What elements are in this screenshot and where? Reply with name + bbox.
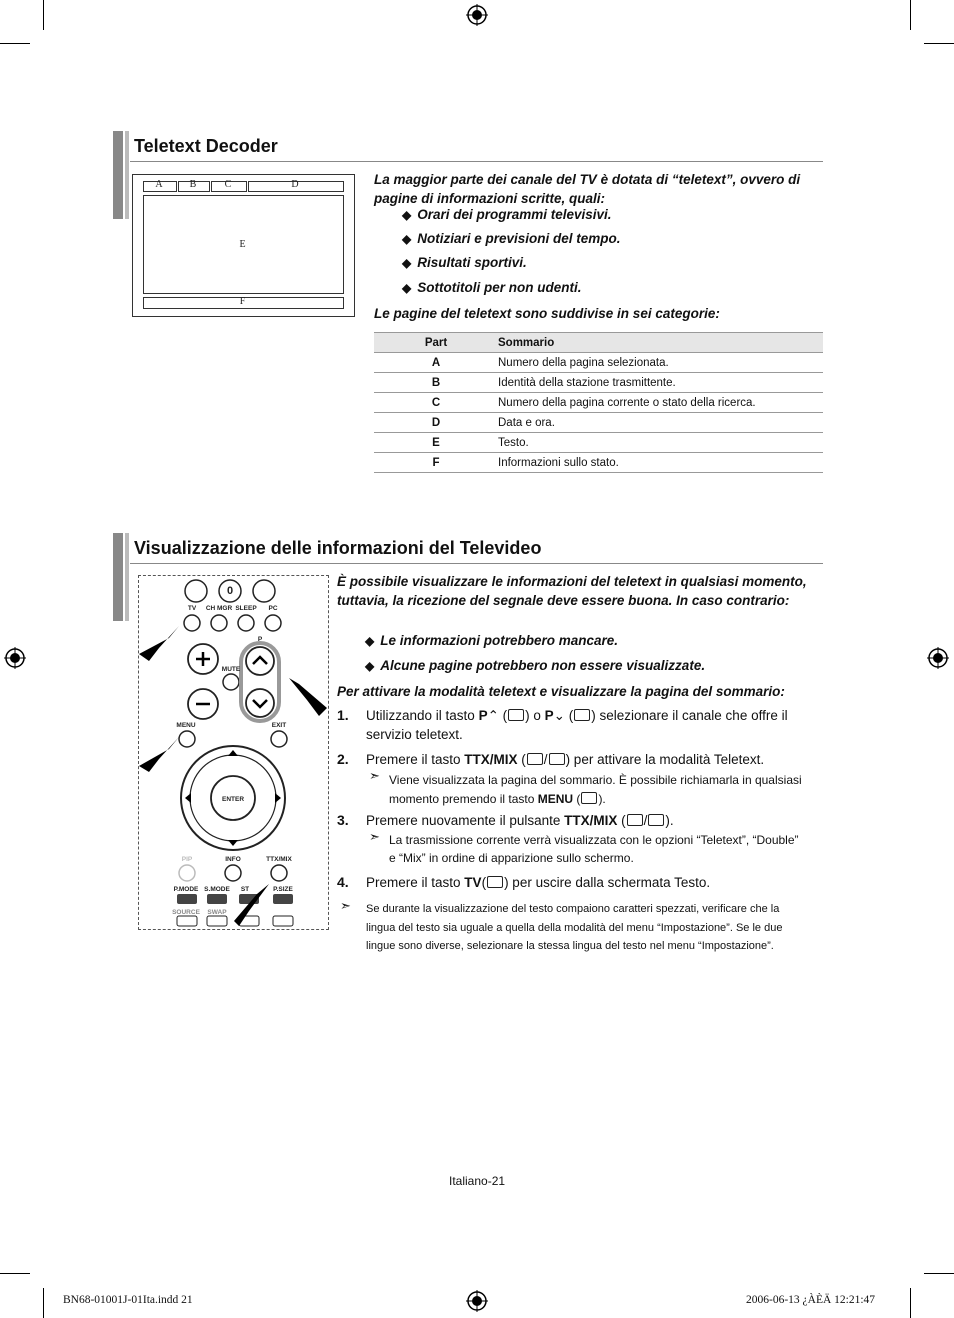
menu-icon [581,792,597,804]
diamond-bullet-icon: ◆ [365,634,375,648]
enter-key-label: ENTER [221,796,245,803]
section-title: Visualizzazione delle informazioni del Televideo [134,538,542,558]
pc-key-label: PC [268,605,278,612]
section-bar [113,131,123,219]
diamond-bullet-icon: ◆ [365,659,375,673]
section-bar [113,533,123,621]
table-header-row [374,333,823,353]
region-e-label: E [239,239,246,250]
intro-text: È possibile visualizzare le informazioni del teletext in qualsiasi momento, tuttavia, la ricezione del segnale deve essere buona. In caso contrario: [337,574,807,608]
crop-mark [0,1273,30,1274]
tv-key-label: TV [187,605,197,612]
table-cell: F [374,453,498,473]
remote-control-illustration [138,575,329,930]
teletext-screen-diagram [132,174,355,317]
note-arrow-icon: ➣ [369,829,380,844]
chmgr-key-label: CH MGR [205,605,233,612]
channel-down-icon: ⌄ [553,708,565,723]
table-cell: Testo. [498,433,823,453]
step-number: 4. [337,874,349,890]
menu-key-label: MENU [176,722,196,729]
crop-mark [910,1288,911,1318]
button-icon [508,709,524,721]
registration-mark-icon [466,1290,488,1312]
swap-key-label: SWAP [207,909,227,916]
activate-line: Per attivare la modalità teletext e visualizzare la pagina del sommario: [337,684,785,699]
registration-mark-icon [4,647,26,669]
crop-mark [43,0,44,30]
registration-mark-icon [927,647,949,669]
categories-line: Le pagine del teletext sono suddivise in sei categorie: [374,306,720,321]
zero-key-label: 0 [226,585,234,597]
mix-icon [648,814,664,826]
diamond-bullet-icon: ◆ [402,208,412,222]
region-b-label: B [189,179,197,190]
section-bar [125,131,129,219]
bullet-item: ◆ Notiziari e previsioni del tempo. [402,231,621,246]
bullet-item: ◆ Alcune pagine potrebbero non essere visualizzate. [365,658,706,673]
region-c-label: C [224,179,232,190]
table-row [374,373,823,393]
step-text-line2: servizio teletext. [366,727,463,742]
section-rule [130,563,823,564]
region-f-label: F [239,296,246,307]
crop-mark [43,1288,44,1318]
table-header: Part [374,333,498,353]
bullet-item: ◆ Risultati sportivi. [402,255,527,270]
bullet-item: ◆ Sottotitoli per non udenti. [402,280,582,295]
section-rule [130,161,823,162]
exit-key-label: EXIT [271,722,287,729]
table-row [374,413,823,433]
crop-mark [924,43,954,44]
table-cell: Identità della stazione trasmittente. [498,373,823,393]
table-row [374,433,823,453]
registration-mark-icon [466,4,488,26]
note-text: Viene visualizzata la pagina del sommario. È possibile richiamarla in qualsiasi [389,773,802,787]
step-text: Utilizzando il tasto P⌃ ( ) o P⌄ ( ) selezionare il canale che offre il [366,708,788,723]
p-key-label: P [257,636,263,643]
note-text: La trasmissione corrente verrà visualizzata con le opzioni “Teletext”, “Double” [389,833,799,847]
table-cell: B [374,373,498,393]
tv-icon [487,876,503,888]
step-text: Premere il tasto TV( ) per uscire dalla schermata Testo. [366,875,711,890]
file-slug: BN68-01001J-01Ita.indd 21 [63,1294,193,1306]
diamond-bullet-icon: ◆ [402,281,412,295]
step-number: 2. [337,751,349,767]
source-key-label: SOURCE [172,909,200,916]
date-slug: 2006-06-13 ¿ÀÈÄ 12:21:47 [746,1294,876,1306]
parts-table [374,332,823,473]
crop-mark [910,0,911,30]
section-bar [125,533,129,621]
remote-body-icon [139,576,328,929]
note-text: momento premendo il tasto MENU ( ). [389,792,606,806]
table-cell: E [374,433,498,453]
final-note-line: Se durante la visualizzazione del testo compaiono caratteri spezzati, verificare che la [366,903,780,915]
step-number: 1. [337,707,349,723]
table-cell: A [374,353,498,373]
table-header: Sommario [498,333,823,353]
table-row [374,393,823,413]
ttx-icon [527,753,543,765]
diamond-bullet-icon: ◆ [402,256,412,270]
region-d-label: D [291,179,299,190]
smode-key-label: S.MODE [204,886,230,893]
ttx-icon [627,814,643,826]
ttxmix-key-label: TTX/MIX [266,856,292,863]
intro-text: La maggior parte dei canale del TV è dotata di “teletext”, ovvero di pagine di informazioni scritte, quali: [374,172,801,206]
mute-key-label: MUTE [221,666,241,673]
bullet-item: ◆ Le informazioni potrebbero mancare. [365,633,619,648]
final-note-line: lingue sono diverse, selezionare la stessa lingua del testo nel menu “Impostazione”. [366,940,774,952]
page-number: Italiano-21 [449,1174,506,1188]
pip-key-label: PIP [181,856,193,863]
sleep-key-label: SLEEP [235,605,257,612]
section-title: Teletext Decoder [134,136,278,156]
final-note-line: lingua del testo sia uguale a quella della modalità del menu “Impostazione”. Se le due [366,922,783,934]
button-icon [574,709,590,721]
table-cell: Data e ora. [498,413,823,433]
info-key-label: INFO [225,856,241,863]
table-cell: Numero della pagina selezionata. [498,353,823,373]
note-arrow-icon: ➣ [369,768,380,783]
table-row [374,353,823,373]
table-row [374,453,823,473]
st-key-label: ST [240,886,250,893]
crop-mark [924,1273,954,1274]
bullet-item: ◆ Orari dei programmi televisivi. [402,207,612,222]
crop-mark [0,43,30,44]
psize-key-label: P.SIZE [273,886,293,893]
diamond-bullet-icon: ◆ [402,232,412,246]
step-text: Premere il tasto TTX/MIX ( / ) per attivare la modalità Teletext. [366,752,765,767]
region-a-label: A [155,179,163,190]
table-cell: Numero della pagina corrente o stato della ricerca. [498,393,823,413]
table-cell: D [374,413,498,433]
step-number: 3. [337,812,349,828]
note-arrow-icon: ➣ [340,898,351,913]
pmode-key-label: P.MODE [173,886,199,893]
channel-up-icon: ⌃ [487,708,499,723]
note-text: e “Mix” in ordine di apparizione sullo schermo. [389,851,634,865]
table-cell: C [374,393,498,413]
mix-icon [549,753,565,765]
step-text: Premere nuovamente il pulsante TTX/MIX ( / ). [366,813,674,828]
table-cell: Informazioni sullo stato. [498,453,823,473]
